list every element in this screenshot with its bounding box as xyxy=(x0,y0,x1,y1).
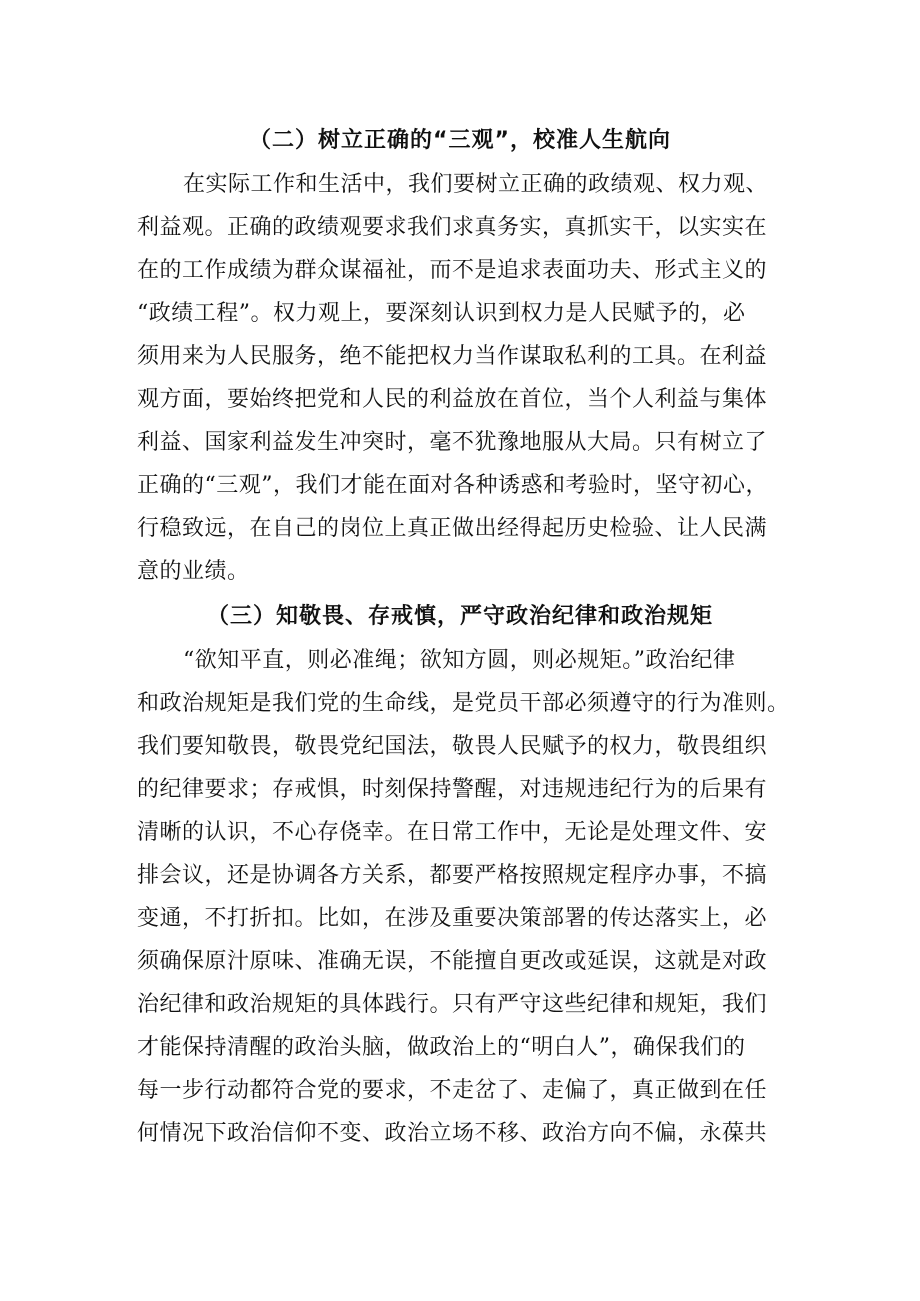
section-2-line-3: 在的工作成绩为群众谋福祉，而不是追求表面功夫、形式主义的 xyxy=(137,258,768,283)
section-2-line-4: “政绩工程”。权力观上，要深刻认识到权力是人民赋予的，必 xyxy=(137,301,746,326)
section-3-line-5: 清晰的认识，不心存侥幸。在日常工作中，无论是处理文件、安 xyxy=(137,820,768,845)
section-3-line-1: “欲知平直，则必准绳；欲知方圆，则必规矩。”政治纪律 xyxy=(183,648,736,673)
section-2-line-1: 在实际工作和生活中，我们要树立正确的政绩观、权力观、 xyxy=(183,172,769,197)
section-3-heading: （三）知敬畏、存戒慎，严守政治纪律和政治规矩 xyxy=(206,604,713,629)
section-2-line-2: 利益观。正确的政绩观要求我们求真务实，真抓实干，以实实在 xyxy=(137,215,768,240)
section-3-line-10: 才能保持清醒的政治头脑，做政治上的“明白人”，确保我们的 xyxy=(137,1035,746,1060)
section-2-line-6: 观方面，要始终把党和人民的利益放在首位，当个人利益与集体 xyxy=(137,387,768,412)
section-2-line-5: 须用来为人民服务，绝不能把权力当作谋取私利的工具。在利益 xyxy=(137,344,768,369)
section-3-line-11: 每一步行动都符合党的要求，不走岔了、走偏了，真正做到在任 xyxy=(137,1078,768,1103)
section-3-line-12: 何情况下政治信仰不变、政治立场不移、政治方向不偏，永葆共 xyxy=(137,1121,768,1146)
section-2-line-10: 意的业绩。 xyxy=(137,559,250,584)
section-2-line-8: 正确的“三观”，我们才能在面对各种诱惑和考验时，坚守初心， xyxy=(137,473,768,498)
section-3-line-9: 治纪律和政治规矩的具体践行。只有严守这些纪律和规矩，我们 xyxy=(137,992,768,1017)
section-3-line-7: 变通，不打折扣。比如，在涉及重要决策部署的传达落实上，必 xyxy=(137,906,768,931)
section-3-line-8: 须确保原汁原味、准确无误，不能擅自更改或延误，这就是对政 xyxy=(137,949,768,974)
section-3-line-4: 的纪律要求；存戒惧，时刻保持警醒，对违规违纪行为的后果有 xyxy=(137,777,768,802)
section-3-line-2: 和政治规矩是我们党的生命线，是党员干部必须遵守的行为准则。 xyxy=(137,691,790,716)
section-3-line-6: 排会议，还是协调各方关系，都要严格按照规定程序办事，不搞 xyxy=(137,863,768,888)
section-2-heading: （二）树立正确的“三观”，校准人生航向 xyxy=(249,128,671,153)
section-3-line-3: 我们要知敬畏，敬畏党纪国法，敬畏人民赋予的权力，敬畏组织 xyxy=(137,734,768,759)
section-2-line-7: 利益、国家利益发生冲突时，毫不犹豫地服从大局。只有树立了 xyxy=(137,430,768,455)
section-2-line-9: 行稳致远，在自己的岗位上真正做出经得起历史检验、让人民满 xyxy=(137,516,768,541)
